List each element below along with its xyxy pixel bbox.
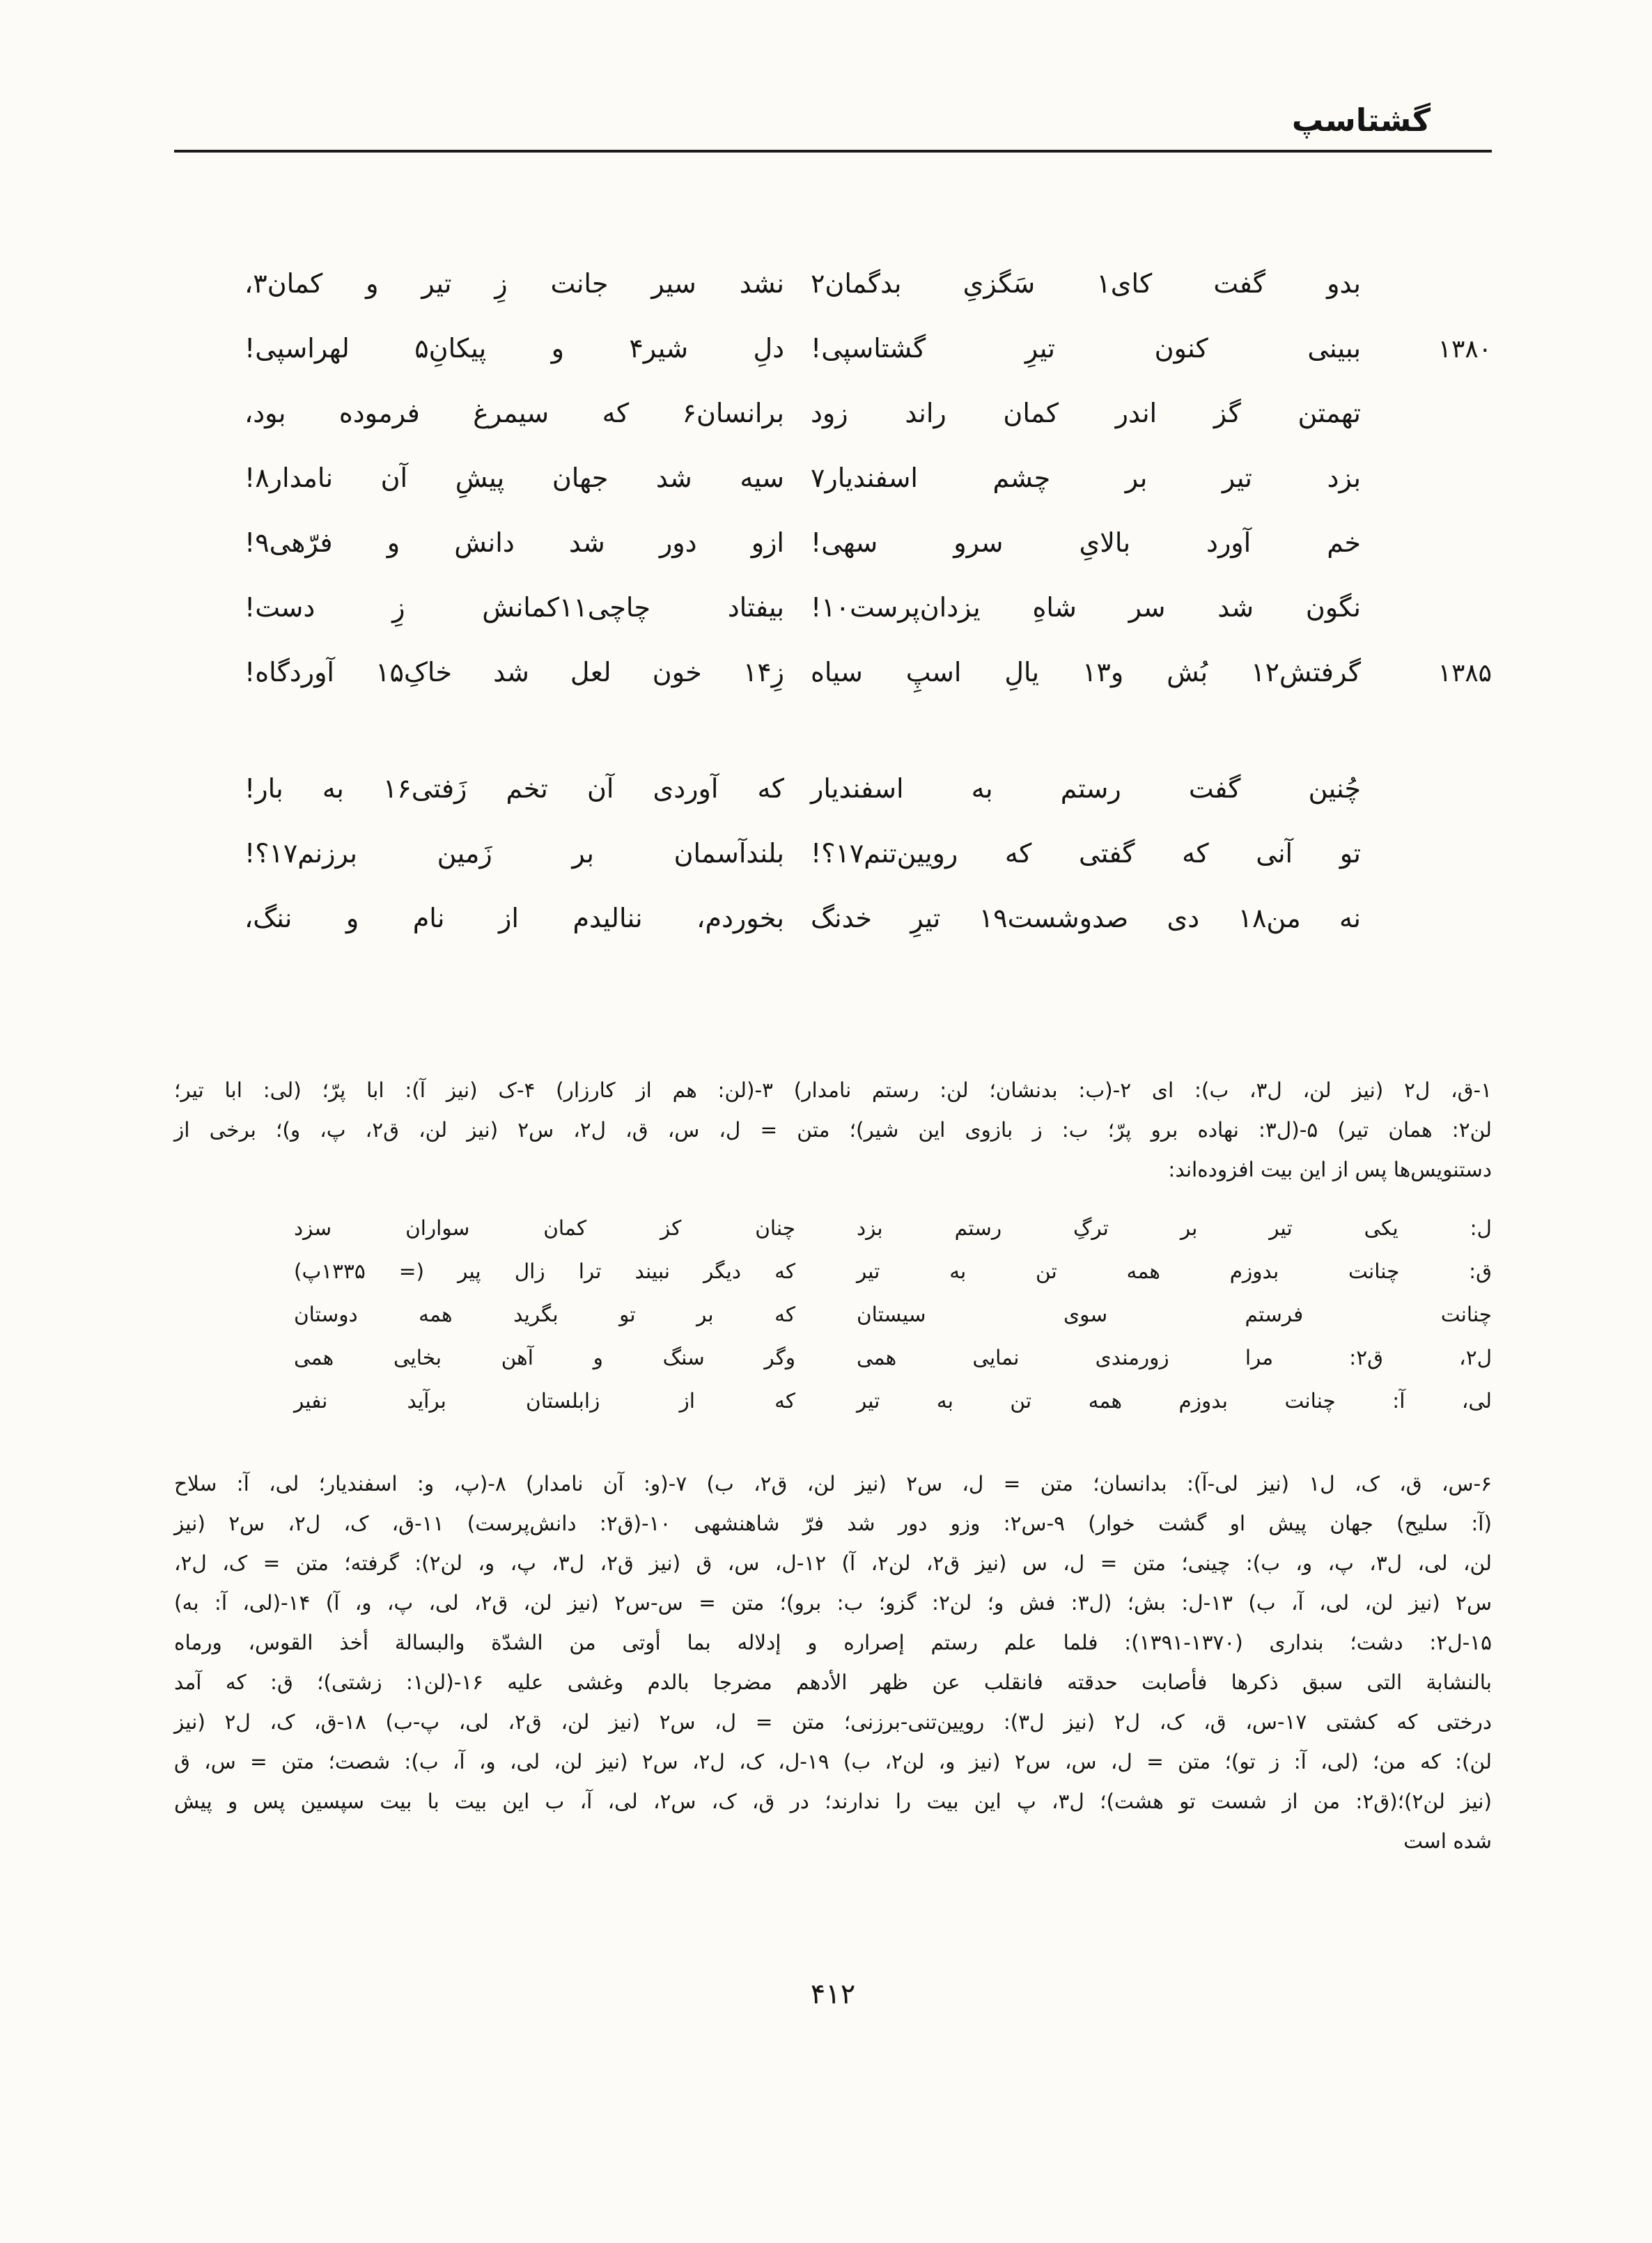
hemistich-first: نگون شد سر شاهِ یزدان‌پرست۱۰!: [811, 592, 1361, 623]
page-footer: [174, 1978, 1492, 2010]
verse-row: [174, 398, 1492, 463]
added-verse-second: که دیگر نبیند ترا زال پیر (= ۱۳۳۵پ): [294, 1259, 795, 1283]
hemistich-second: بخوردم، ننالیدم از نام و ننگ،: [244, 903, 784, 933]
hemistich-second: ازو دور شد دانش و فرّهی۹!: [244, 527, 784, 558]
added-verse-second: که از زابلستان برآید نفیر: [294, 1389, 795, 1413]
page-number: ۴۱۲: [810, 1978, 856, 2010]
hemistich-first: بدو گفت کای۱ سَگزیِ بدگمان۲: [811, 268, 1361, 299]
apparatus-paragraph-2: [174, 1464, 1492, 1861]
added-verse-second: که بر تو بگرید همه دوستان: [294, 1303, 795, 1326]
hemistich-second: زِ۱۴ خون لعل شد خاکِ۱۵ آوردگاه!: [244, 657, 784, 688]
critical-apparatus: [174, 1071, 1492, 1861]
added-verse-row: [294, 1216, 1492, 1259]
hemistich-first: ببینی کنون تیرِ گشتاسپی!: [811, 333, 1361, 364]
verse-row: [174, 773, 1492, 838]
hemistich-first: تهمتن گز اندر کمان راند زود: [811, 398, 1361, 428]
header-rule: [174, 150, 1492, 153]
verse-row: [174, 592, 1492, 657]
hemistich-first: خم آورد بالایِ سرو سهی!: [811, 527, 1361, 558]
apparatus-line: دستنویس‌ها پس از این بیت افزوده‌اند:: [1168, 1158, 1492, 1181]
hemistich-second: نشد سیر جانت زِ تیر و کمان۳،: [244, 268, 784, 299]
hemistich-second: بلندآسمان بر زَمین برزنم۱۷؟!: [244, 838, 784, 869]
verse-row: [174, 333, 1492, 398]
hemistich-first: تو آنی که گفتی که رویین‌تنم۱۷؟!: [811, 838, 1361, 869]
added-verses-table: [294, 1216, 1492, 1432]
verse-number: ۱۳۸۵: [1437, 659, 1492, 688]
added-verse-row: [294, 1259, 1492, 1303]
apparatus-line: س۲ (نیز لن، لی، آ، ب) ۱۳-ل: بش؛ (ل۳: فش و؛ لن۲: گزو؛ ب: برو)؛ متن = س-س۲ (نیز لن، ق۲، لی، پ، و، آ) ۱۴-(لی، آ: به): [174, 1591, 1492, 1615]
apparatus-line: درختی که کشتی ۱۷-س، ق، ک، ل۲ (نیز ل۳): رویین‌تنی-برزنی؛ متن = ل، س۲ (نیز لن، ق۲، لی، پ-ب) ۱۸-ق، ک، ل۲ (نیز: [174, 1710, 1492, 1734]
added-verse-second: چنان کز کمان سواران سزد: [294, 1216, 795, 1240]
running-head-title: گشتاسپ: [1291, 102, 1431, 139]
added-verse-first: ل۲، ق۲: مرا زورمندی نمایی همی: [857, 1346, 1492, 1369]
hemistich-second: دلِ شیر۴ و پیکانِ۵ لهراسپی!: [244, 333, 784, 364]
apparatus-line: (آ: سلیح) جهان پیش او گشت خوار) ۹-س۲: وزو دور شد فرّ شاهنشهی ۱۰-(ق۲: دانش‌پرست) ۱۱-ق، ک، ل۲، س۲ (نیز: [174, 1512, 1492, 1535]
added-verse-first: لی، آ: چنانت بدوزم همه تن به تیر: [857, 1389, 1492, 1413]
added-verse-second: وگر سنگ و آهن بخایی همی: [294, 1346, 795, 1369]
apparatus-line: ۱-ق، ل۲ (نیز لن، ل۳، ب): ای ۲-(ب: بدنشان؛ لن: رستم نامدار) ۳-(لن: هم از کارزار) ۴-ک (نیز آ): ابا پرّ؛ (لی: ابا تیر؛: [174, 1078, 1492, 1102]
apparatus-line: بالنشابة التی سبق ذکرها فأصابت حدقته فانقلب عن ظهر الأدهم مضرجا بالدم وغشی علیه ۱۶-(لن۱: زشتی)؛ ق: که آمد: [174, 1670, 1492, 1694]
hemistich-second: برانسان۶ که سیمرغ فرموده بود،: [244, 398, 784, 428]
hemistich-second: بیفتاد چاچی۱۱کمانش زِ دست!: [244, 592, 784, 623]
verse-number: ۱۳۸۰: [1437, 335, 1492, 364]
verse-row: [174, 527, 1492, 592]
apparatus-line: لن، لی، ل۳، پ، و، ب): چینی؛ متن = ل، س (نیز ق۲، لن۲، آ) ۱۲-ل، س، ق (نیز ق۲، ل۳، پ، و، لن۲): گرفته؛ متن = ک، ل۲،: [174, 1551, 1492, 1575]
page-header: [174, 102, 1492, 153]
hemistich-second: که آوردی آن تخم زَفتی۱۶ به بار!: [244, 773, 784, 804]
hemistich-first: چُنین گفت رستم به اسفندیار: [811, 773, 1361, 804]
added-verse-first: ل: یکی تیر بر ترگِ رستم بزد: [857, 1216, 1492, 1240]
poem-block: [174, 268, 1492, 968]
added-verse-row: [294, 1389, 1492, 1432]
apparatus-line: شده است: [1403, 1829, 1492, 1853]
apparatus-line: لن۲: همان تیر) ۵-(ل۳: نهاده برو پرّ؛ ب: ز بازوی این شیر)؛ متن = ل، س، ق، ل۲، س۲ (نیز لن، ق۲، پ، و)؛ برخی از: [174, 1118, 1493, 1142]
verse-row: [174, 463, 1492, 527]
added-verse-row: [294, 1346, 1492, 1389]
verse-row: [174, 903, 1492, 968]
added-verse-first: ق: چنانت بدوزم همه تن به تیر: [857, 1259, 1492, 1283]
hemistich-second: سیه شد جهان پیشِ آن نامدار۸!: [244, 463, 784, 493]
hemistich-first: نه من۱۸ دی صدوشست۱۹ تیرِ خدنگ: [811, 903, 1361, 933]
apparatus-line: ۶-س، ق، ک، ل۱ (نیز لی-آ): بدانسان؛ متن = ل، س۲ (نیز لن، ق۲، ب) ۷-(و: آن نامدار) ۸-(پ، و: اسفندیار؛ لی، آ: سلاح: [174, 1472, 1492, 1496]
added-verse-first: چنانت فرستم سوی سیستان: [857, 1303, 1492, 1326]
apparatus-line: (نیز لن۲)؛(ق۲: من از شست تو هشت)؛ ل۳، پ این بیت را ندارند؛ در ق، ک، س۲، لی، آ، ب این بیت با بیت سپسین پس و پیش: [174, 1790, 1492, 1813]
hemistich-first: گرفتش۱۲ بُش و۱۳ یالِ اسپِ سیاه: [811, 657, 1361, 688]
hemistich-first: بزد تیر بر چشم اسفندیار۷: [811, 463, 1361, 493]
verse-row: [174, 838, 1492, 903]
apparatus-line: لن): که من؛ (لی، آ: ز تو)؛ متن = ل، س، س۲ (نیز و، لن۲، ب) ۱۹-ل، ک، ل۲، س۲ (نیز لن، لی، و، آ، ب): شصت؛ متن = س، ق: [174, 1750, 1492, 1774]
apparatus-line: ۱۵-ل۲: دشت؛ بنداری (۱۳۷۰-۱۳۹۱): فلما علم رستم إصراره و إدلاله بما أوتی من الشدّة والبسالة أخذ القوس، ورماه: [174, 1631, 1492, 1654]
verse-row: [174, 268, 1492, 333]
verse-row: [174, 657, 1492, 722]
added-verse-row: [294, 1303, 1492, 1346]
